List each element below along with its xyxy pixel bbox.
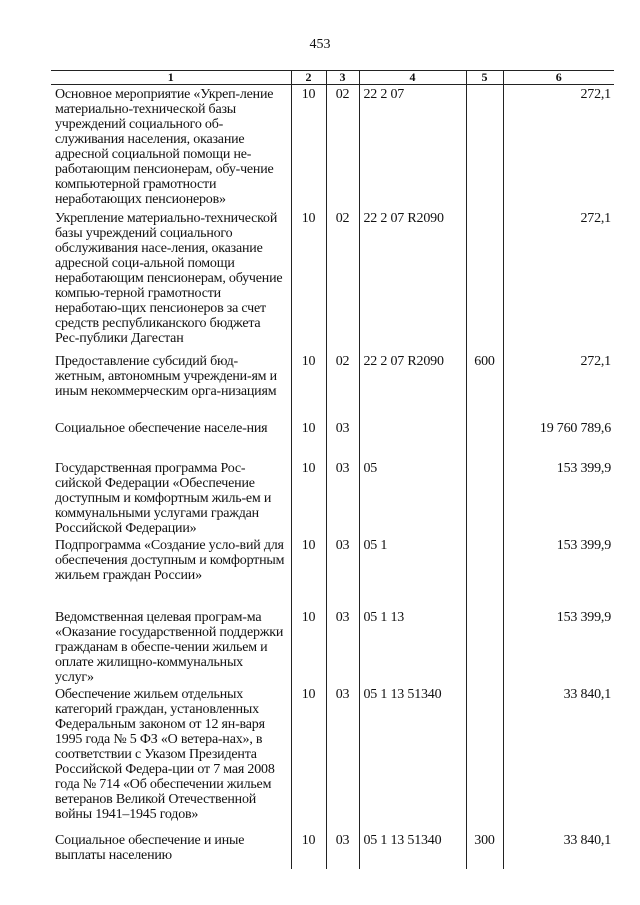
row-section: 10 (291, 831, 326, 869)
row-subsection: 03 (326, 536, 359, 608)
table-row (51, 608, 614, 685)
row-expense-type (466, 459, 503, 536)
row-name: Государственная программа Рос-сийской Федерации «Обеспечение доступным и комфортным жиль-ем и коммунальными услугами граждан Российской Федерации» (51, 459, 291, 536)
page-number: 453 (309, 37, 331, 52)
row-sum: 272,1 (503, 209, 614, 352)
row-sum: 33 840,1 (503, 831, 614, 869)
row-sum: 33 840,1 (503, 685, 614, 831)
header-col-6: 6 (503, 71, 614, 85)
header-col-5: 5 (466, 71, 503, 85)
row-section: 10 (291, 608, 326, 685)
table-row (51, 209, 614, 352)
row-name: Подпрограмма «Создание усло-вий для обеспечения доступным и комфортным жильем граждан России» (51, 536, 291, 608)
row-sum: 19 760 789,6 (503, 419, 614, 459)
row-section: 10 (291, 85, 326, 209)
row-expense-type (466, 536, 503, 608)
row-name: Основное мероприятие «Укреп-ление материально-технической базы учреждений социального об-служивания населения, оказание адресной социальной помощи не-работающим пенсионерам, обу-чение компьютерной грамотности неработающих пенсионеров» (51, 85, 291, 209)
row-expense-type (466, 685, 503, 831)
row-expense-type (466, 209, 503, 352)
row-sum: 153 399,9 (503, 459, 614, 536)
row-target-article: 05 (359, 459, 466, 536)
table-row (51, 459, 614, 536)
table-row (51, 685, 614, 831)
row-section: 10 (291, 209, 326, 352)
row-target-article: 05 1 (359, 536, 466, 608)
row-subsection: 03 (326, 831, 359, 869)
budget-table (51, 70, 614, 869)
row-name: Социальное обеспечение и иные выплаты населению (51, 831, 291, 869)
row-name: Обеспечение жильем отдельных категорий граждан, установленных Федеральным законом от 12 ян-варя 1995 года № 5 ФЗ «О ветера-нах», в соответствии с Указом Президента Российской Федера-ции от 7 мая 2008 года № 714 «Об обеспечении жильем ветеранов Великой Отечественной войны 1941–1945 годов» (51, 685, 291, 831)
row-target-article (359, 419, 466, 459)
table-row (51, 831, 614, 869)
header-row (51, 71, 614, 85)
header-col-1: 1 (51, 71, 291, 85)
row-subsection: 02 (326, 352, 359, 419)
row-section: 10 (291, 352, 326, 419)
row-section: 10 (291, 459, 326, 536)
row-name: Укрепление материально-технической базы учреждений социального обслуживания насе-ления, оказание адресной соци-альной помощи неработающим пенсионерам, обучение компью-терной грамотности неработаю-щих пенсионеров за счет средств республиканского бюджета Рес-публики Дагестан (51, 209, 291, 352)
row-target-article: 22 2 07 (359, 85, 466, 209)
row-target-article: 22 2 07 R2090 (359, 352, 466, 419)
row-expense-type: 300 (466, 831, 503, 869)
header-col-2: 2 (291, 71, 326, 85)
table-row (51, 352, 614, 419)
row-subsection: 03 (326, 459, 359, 536)
row-sum: 272,1 (503, 352, 614, 419)
row-name: Социальное обеспечение населе-ния (51, 419, 291, 459)
row-expense-type (466, 85, 503, 209)
row-subsection: 03 (326, 608, 359, 685)
row-sum: 153 399,9 (503, 608, 614, 685)
header-col-3: 3 (326, 71, 359, 85)
row-target-article: 05 1 13 (359, 608, 466, 685)
row-subsection: 03 (326, 685, 359, 831)
table-row (51, 85, 614, 209)
table-row (51, 536, 614, 608)
header-col-4: 4 (359, 71, 466, 85)
row-section: 10 (291, 536, 326, 608)
row-name: Предоставление субсидий бюд-жетным, автономным учреждени-ям и иным некоммерческим орга-низациям (51, 352, 291, 419)
row-expense-type (466, 419, 503, 459)
row-name: Ведомственная целевая програм-ма «Оказание государственной поддержки гражданам в обеспе-чении жильем и оплате жилищно-коммунальных услуг» (51, 608, 291, 685)
row-sum: 272,1 (503, 85, 614, 209)
row-subsection: 02 (326, 209, 359, 352)
row-expense-type: 600 (466, 352, 503, 419)
row-expense-type (466, 608, 503, 685)
row-target-article: 05 1 13 51340 (359, 685, 466, 831)
row-subsection: 02 (326, 85, 359, 209)
table-body (51, 85, 614, 869)
row-subsection: 03 (326, 419, 359, 459)
row-target-article: 05 1 13 51340 (359, 831, 466, 869)
row-section: 10 (291, 685, 326, 831)
row-sum: 153 399,9 (503, 536, 614, 608)
table-row (51, 419, 614, 459)
row-target-article: 22 2 07 R2090 (359, 209, 466, 352)
row-section: 10 (291, 419, 326, 459)
table-header (51, 71, 614, 85)
